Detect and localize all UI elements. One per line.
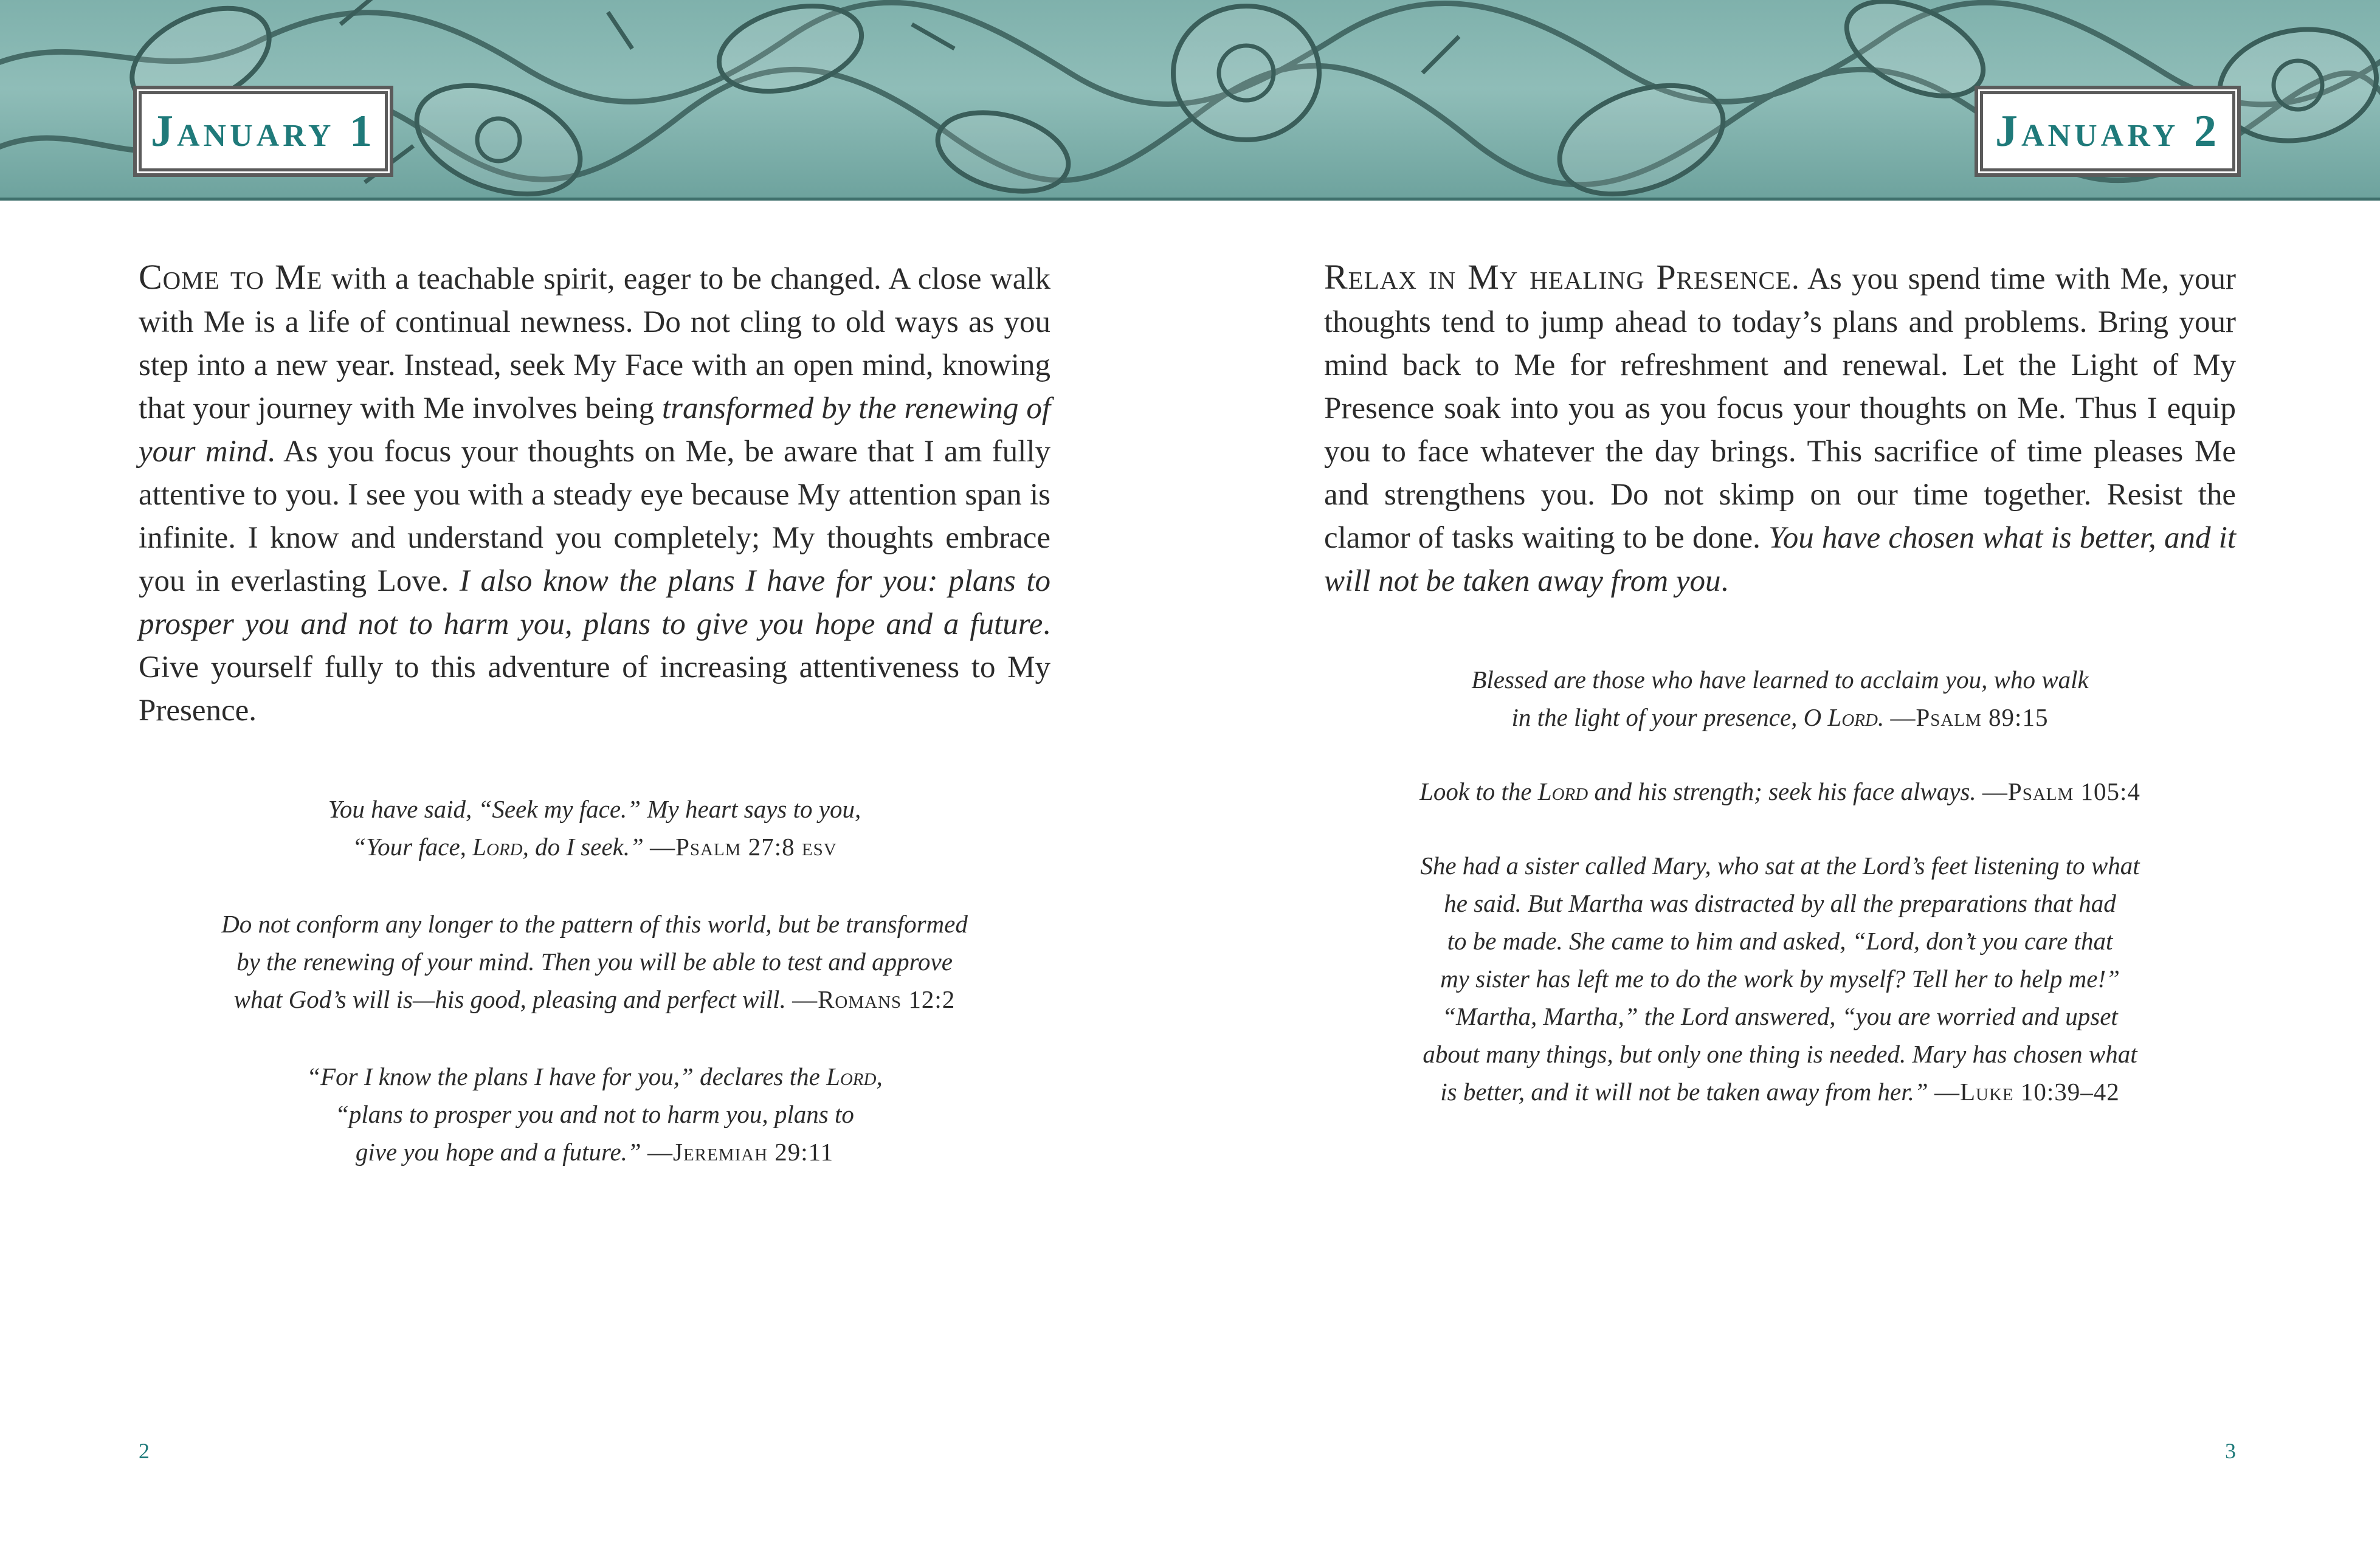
verse-text: Look to the xyxy=(1419,777,1538,805)
verse-text: Do not conform any longer to the pattern of this world, but be transformed xyxy=(221,910,968,938)
verse-text: . xyxy=(1877,703,1891,731)
scripture-quote: I also know the plans I have for you: plans to prosper you and not to harm you, plans to give you hope and a future xyxy=(139,564,1050,641)
verse-text: “plans to prosper you and not to harm you, plans to xyxy=(335,1100,854,1128)
verse-text: Lord xyxy=(1537,777,1588,805)
verse-text: You have said, “Seek my face.” My heart says to you, xyxy=(328,795,861,823)
date-title-left xyxy=(139,91,388,171)
verse-text: to be made. She came to him and asked, “Lord, don’t you care that xyxy=(1447,927,2113,955)
verse-text: , xyxy=(876,1063,883,1090)
verse-reference: —Psalm 27:8 esv xyxy=(650,833,837,861)
devotion-body xyxy=(1324,255,2236,603)
scripture-verse xyxy=(139,1058,1050,1171)
verse-text: “Your face, xyxy=(352,833,473,861)
verse-text: he said. But Martha was distracted by all the preparations that had xyxy=(1444,889,2116,917)
scripture-verse xyxy=(1324,661,2236,736)
verse-text: in the light of your presence, O xyxy=(1511,703,1828,731)
devotion-lead: Relax in My healing Presence xyxy=(1324,257,1792,297)
scripture-verse xyxy=(1324,773,2236,810)
verse-reference: —Jeremiah 29:11 xyxy=(647,1138,834,1166)
verse-text: what God’s will is—his good, pleasing and perfect will. xyxy=(233,985,793,1013)
devotion-text xyxy=(139,262,1050,728)
verse-text: “For I know the plans I have for you,” declares the xyxy=(306,1063,827,1090)
verse-reference: —Psalm 105:4 xyxy=(1982,777,2140,805)
verse-text: and his strength; seek his face always. xyxy=(1588,777,1982,805)
devotion-body xyxy=(139,255,1050,732)
verse-reference: —Psalm 89:15 xyxy=(1890,703,2049,731)
body-segment: with a teachable spirit, eager to be changed. A close walk with Me is a life of continual newness. Do not cling to old ways as you step into a new year. Instead, seek My Face with an open mind, knowing that your journey with Me involves being xyxy=(139,262,1050,425)
body-segment: . As you focus your thoughts on Me, be aware that I am fully attentive to you. I see you with a steady eye because My attention span is infinite. I know and understand you completely; My thoughts embrace you in everlasting Love. xyxy=(139,435,1050,598)
verse-text: , do I seek.” xyxy=(522,833,650,861)
left-page xyxy=(139,255,1050,1171)
devotion-lead: Come to Me xyxy=(139,257,323,297)
scripture-quote: transformed by the renewing of your mind xyxy=(139,391,1050,469)
scripture-list xyxy=(1324,661,2236,1111)
verse-text: Blessed are those who have learned to acclaim you, who walk xyxy=(1471,666,2089,694)
verse-text: Lord xyxy=(1827,703,1878,731)
date-title-text: January 1 xyxy=(151,106,376,156)
date-title-right xyxy=(1980,91,2235,171)
verse-text: “Martha, Martha,” the Lord answered, “you are worried and upset xyxy=(1442,1002,2118,1030)
right-page xyxy=(1324,255,2236,1111)
date-title-text: January 2 xyxy=(1995,106,2220,156)
scripture-verse xyxy=(1324,847,2236,1111)
verse-text: Lord xyxy=(472,833,523,861)
scripture-verse xyxy=(139,905,1050,1018)
scripture-verse xyxy=(139,790,1050,866)
body-segment: . Give yourself fully to this adventure of increasing attentiveness to My Presence. xyxy=(139,607,1050,728)
verse-text: by the renewing of your mind. Then you will be able to test and approve xyxy=(236,948,953,976)
scripture-quote: You have chosen what is better, and it will not be taken away from you xyxy=(1324,521,2237,598)
verse-reference: —Luke 10:39–42 xyxy=(1934,1078,2120,1106)
body-segment: . As you spend time with Me, your thoughts tend to jump ahead to today’s plans and problems. Bring your mind back to Me for refreshment and renewal. Let the Light of My Presence soak into you as you focus your thoughts on Me. Thus I equip you to face whatever the day brings. This sacrifice of time pleases Me and strengthens you. Do not skimp on our time together. Resist the clamor of tasks waiting to be done. xyxy=(1324,262,2236,555)
scripture-list xyxy=(139,790,1050,1171)
body-segment: . xyxy=(1720,564,1729,598)
verse-text: Lord xyxy=(826,1063,877,1090)
verse-text: give you hope and a future.” xyxy=(355,1138,647,1166)
verse-text: about many things, but only one thing is needed. Mary has chosen what xyxy=(1423,1040,2137,1068)
verse-text: is better, and it will not be taken away from her.” xyxy=(1440,1078,1934,1106)
verse-text: She had a sister called Mary, who sat at the Lord’s feet listening to what xyxy=(1420,852,2140,880)
devotion-text xyxy=(1324,262,2236,598)
page-number-right: 3 xyxy=(2225,1439,2236,1463)
page-number-left: 2 xyxy=(139,1439,150,1463)
verse-text: my sister has left me to do the work by myself? Tell her to help me!” xyxy=(1440,965,2120,993)
verse-reference: —Romans 12:2 xyxy=(792,985,956,1013)
